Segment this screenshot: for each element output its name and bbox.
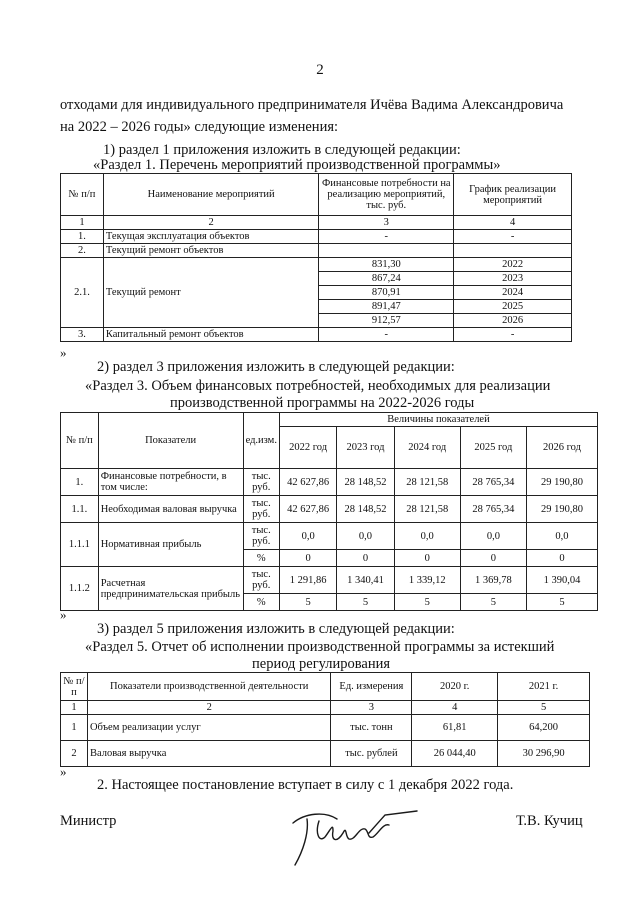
table-row — [61, 715, 590, 741]
section5-title-1: «Раздел 5. Отчет об исполнении производственной программы за истекший — [85, 639, 555, 655]
cell: 61,81 — [412, 715, 498, 741]
cell: 3 — [331, 701, 412, 715]
table-row — [61, 741, 590, 767]
table-header-row — [61, 673, 590, 701]
cell: 1.1.1 — [61, 523, 99, 567]
cell: 912,57 — [319, 314, 454, 328]
table-row — [61, 244, 572, 258]
section3-table — [60, 412, 598, 611]
cell: 42 627,86 — [279, 469, 336, 496]
cell: 29 190,80 — [526, 496, 597, 523]
col-header: 2022 год — [279, 427, 336, 469]
cell: 0 — [279, 550, 336, 567]
cell: Необходимая валовая выручка — [98, 496, 243, 523]
signatory-position: Министр — [60, 813, 117, 829]
col-header: № п/п — [61, 413, 99, 469]
cell: 0,0 — [460, 523, 526, 550]
intro-line-2: на 2022 – 2026 годы» следующие изменения: — [60, 119, 339, 135]
cell: тыс. рублей — [331, 741, 412, 767]
cell: 28 121,58 — [394, 469, 460, 496]
section5-close-quote: » — [60, 764, 67, 779]
cell: Текущий ремонт объектов — [103, 244, 318, 258]
cell: 64,200 — [498, 715, 590, 741]
col-header: 2024 год — [394, 427, 460, 469]
cell: 2 — [103, 216, 318, 230]
cell — [454, 244, 572, 258]
table-row — [61, 469, 598, 496]
table-row — [61, 328, 572, 342]
section1-item: 1) раздел 1 приложения изложить в следующей редакции: — [103, 142, 461, 158]
col-group-header: Величины показателей — [279, 413, 597, 427]
cell: 29 190,80 — [526, 469, 597, 496]
cell: 1 390,04 — [526, 567, 597, 594]
cell: 2022 — [454, 258, 572, 272]
col-header: Финансовые потребности на реализацию мероприятий, тыс. руб. — [319, 174, 454, 216]
cell: 1 — [61, 715, 88, 741]
cell: 1 — [61, 216, 104, 230]
cell: 4 — [412, 701, 498, 715]
cell: 0,0 — [279, 523, 336, 550]
col-header: Ед. измерения — [331, 673, 412, 701]
cell: 0 — [394, 550, 460, 567]
table-row — [61, 216, 572, 230]
intro-line-1: отходами для индивидуального предпринимателя Ичёва Вадима Александровича — [60, 97, 564, 113]
cell: Расчетная предпринимательская прибыль — [98, 567, 243, 611]
cell: 0 — [460, 550, 526, 567]
cell: 2023 — [454, 272, 572, 286]
col-header: Наименование мероприятий — [103, 174, 318, 216]
cell: 5 — [279, 594, 336, 611]
col-header: 2025 год — [460, 427, 526, 469]
table-row — [61, 496, 598, 523]
cell: Текущий ремонт — [103, 258, 318, 328]
cell: - — [454, 328, 572, 342]
section3-title-1: «Раздел 3. Объем финансовых потребностей, необходимых для реализации — [85, 378, 551, 394]
cell: 1 291,86 — [279, 567, 336, 594]
cell: 0 — [337, 550, 394, 567]
section5-item: 3) раздел 5 приложения изложить в следующей редакции: — [97, 621, 455, 637]
cell: - — [454, 230, 572, 244]
cell: 1.1. — [61, 496, 99, 523]
col-header: 2020 г. — [412, 673, 498, 701]
cell: Капитальный ремонт объектов — [103, 328, 318, 342]
cell: 28 148,52 — [337, 496, 394, 523]
cell: 2 — [61, 741, 88, 767]
cell: 42 627,86 — [279, 496, 336, 523]
cell: 26 044,40 — [412, 741, 498, 767]
table-row — [61, 567, 598, 594]
cell: 831,30 — [319, 258, 454, 272]
cell: 0,0 — [526, 523, 597, 550]
cell: - — [319, 230, 454, 244]
cell: 867,24 — [319, 272, 454, 286]
cell: 28 148,52 — [337, 469, 394, 496]
cell: 5 — [394, 594, 460, 611]
section5-title-2: период регулирования — [252, 656, 391, 672]
table-row — [61, 230, 572, 244]
section1-table — [60, 173, 572, 342]
cell: 3. — [61, 328, 104, 342]
col-header: График реализации мероприятий — [454, 174, 572, 216]
cell: 2024 — [454, 286, 572, 300]
cell: 5 — [460, 594, 526, 611]
cell: 1 369,78 — [460, 567, 526, 594]
cell: 2025 — [454, 300, 572, 314]
section3-item: 2) раздел 3 приложения изложить в следующей редакции: — [97, 359, 455, 375]
cell: 5 — [526, 594, 597, 611]
cell: 3 — [319, 216, 454, 230]
table-row — [61, 258, 572, 272]
cell: 1. — [61, 230, 104, 244]
cell: 4 — [454, 216, 572, 230]
col-header: 2021 г. — [498, 673, 590, 701]
table-row — [61, 701, 590, 715]
cell: Валовая выручка — [87, 741, 330, 767]
cell: 30 296,90 — [498, 741, 590, 767]
cell: 891,47 — [319, 300, 454, 314]
table-header-row — [61, 174, 572, 216]
section5-table — [60, 672, 590, 767]
cell: 0 — [526, 550, 597, 567]
cell: тыс. тонн — [331, 715, 412, 741]
cell: 1.1.2 — [61, 567, 99, 611]
cell: - — [319, 328, 454, 342]
table-header-row — [61, 413, 598, 427]
cell: 28 765,34 — [460, 496, 526, 523]
cell: тыс. руб. — [243, 567, 279, 594]
cell: Текущая эксплуатация объектов — [103, 230, 318, 244]
cell: 1 — [61, 701, 88, 715]
section3-close-quote: » — [60, 607, 67, 622]
col-header: № п/п — [61, 174, 104, 216]
section3-title-2: производственной программы на 2022-2026 годы — [170, 395, 475, 411]
cell: Нормативная прибыль — [98, 523, 243, 567]
page-number: 2 — [316, 62, 324, 78]
cell: Финансовые потребности, в том числе: — [98, 469, 243, 496]
cell: 2026 — [454, 314, 572, 328]
col-header: ед.изм. — [243, 413, 279, 469]
cell: 28 121,58 — [394, 496, 460, 523]
cell: 0,0 — [394, 523, 460, 550]
col-header: 2026 год — [526, 427, 597, 469]
cell: 1 339,12 — [394, 567, 460, 594]
cell: 2. — [61, 244, 104, 258]
cell: % — [243, 594, 279, 611]
cell: тыс. руб. — [243, 523, 279, 550]
closing-clause: 2. Настоящее постановление вступает в силу с 1 декабря 2022 года. — [97, 777, 514, 793]
col-header: Показатели производственной деятельности — [87, 673, 330, 701]
col-header: Показатели — [98, 413, 243, 469]
cell: 2 — [87, 701, 330, 715]
cell: тыс. руб. — [243, 496, 279, 523]
cell: тыс. руб. — [243, 469, 279, 496]
col-header: № п/п — [61, 673, 88, 701]
col-header: 2023 год — [337, 427, 394, 469]
signatory-name: Т.В. Кучиц — [516, 813, 583, 829]
cell: 5 — [337, 594, 394, 611]
cell — [319, 244, 454, 258]
section1-close-quote: » — [60, 345, 67, 360]
cell: % — [243, 550, 279, 567]
cell: 0,0 — [337, 523, 394, 550]
cell: Объем реализации услуг — [87, 715, 330, 741]
cell: 28 765,34 — [460, 469, 526, 496]
cell: 5 — [498, 701, 590, 715]
section1-title: «Раздел 1. Перечень мероприятий производственной программы» — [93, 157, 501, 173]
cell: 1. — [61, 469, 99, 496]
cell: 1 340,41 — [337, 567, 394, 594]
handwritten-signature — [285, 793, 425, 868]
cell: 870,91 — [319, 286, 454, 300]
table-row — [61, 523, 598, 550]
cell: 2.1. — [61, 258, 104, 328]
